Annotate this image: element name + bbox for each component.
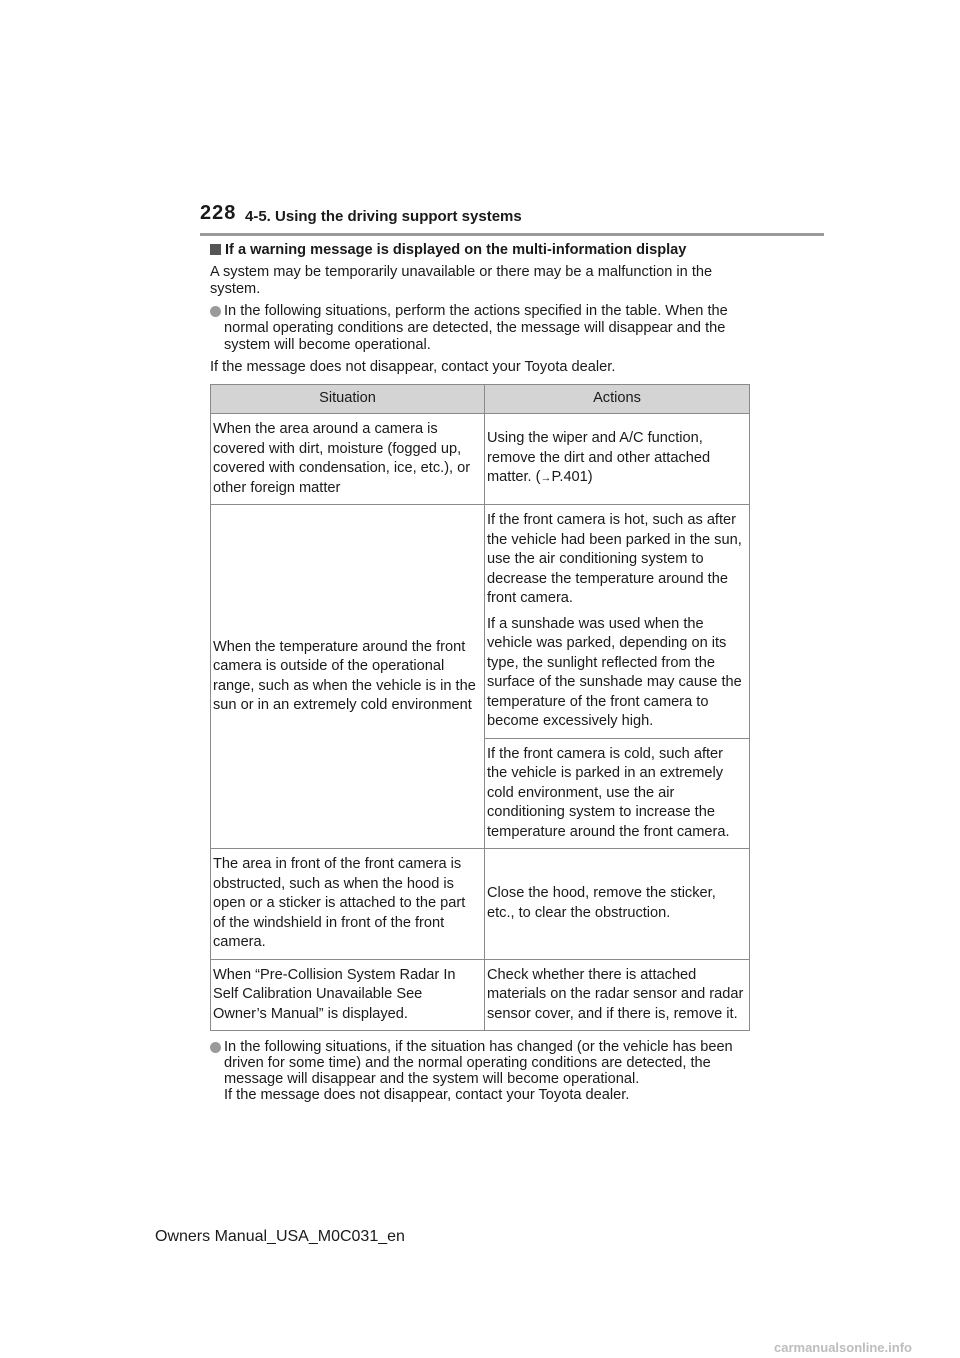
- warning-heading: If a warning message is displayed on the multi-information display: [210, 242, 755, 259]
- page-reference-link[interactable]: P.401): [551, 469, 593, 486]
- circle-bullet-icon: [210, 306, 221, 317]
- header-divider: [200, 233, 824, 236]
- situation-cell: When the area around a camera is covered with dirt, moisture (fogged up, covered with condensation, ice, etc.), or other foreign matter: [211, 414, 485, 505]
- column-header-situation: Situation: [211, 385, 485, 414]
- action-cell: Using the wiper and A/C function, remove the dirt and other attached matter. (→P.401): [485, 414, 750, 505]
- square-bullet-icon: [210, 244, 221, 255]
- bullet-paragraph: In the following situations, perform the actions specified in the table. When the normal operating conditions are detected, the message will disappear and the system will become operational.: [210, 303, 755, 354]
- action-cell: Check whether there is attached materials on the radar sensor and radar sensor cover, and if there is, remove it.: [485, 959, 750, 1031]
- table-row: [211, 849, 750, 960]
- table-row: [211, 959, 750, 1031]
- action-cell: [485, 505, 750, 739]
- situation-cell: When “Pre-Collision System Radar In Self Calibration Unavailable See Owner’s Manual” is displayed.: [211, 959, 485, 1031]
- intro-paragraph: A system may be temporarily unavailable or there may be a malfunction in the system.: [210, 264, 713, 297]
- column-header-actions: Actions: [485, 385, 750, 414]
- arrow-right-icon: →: [540, 472, 552, 485]
- action-paragraph: If the front camera is hot, such as after the vehicle had been parked in the sun, use the air conditioning system to decrease the temperature around the front camera.: [487, 512, 742, 606]
- situation-cell: The area in front of the front camera is obstructed, such as when the hood is open or a sticker is attached to the part of the windshield in front of the front camera.: [211, 849, 485, 960]
- circle-bullet-icon: [210, 1042, 221, 1053]
- contact-dealer-text: If the message does not disappear, contact your Toyota dealer.: [224, 1087, 630, 1103]
- page-number: 228: [200, 202, 237, 224]
- table-header-row: [211, 385, 750, 414]
- main-content: [210, 242, 755, 381]
- situation-cell: When the temperature around the front camera is outside of the operational range, such as when the vehicle is in the sun or in an extremely cold environment: [211, 505, 485, 849]
- footer-bullet-paragraph: In the following situations, if the situation has changed (or the vehicle has been driven for some time) and the normal operating conditions are detected, the message will disappear and the system will become operational. If the message does not disappear, contact your Toyota dealer.: [210, 1039, 769, 1103]
- watermark: carmanualsonline.info: [774, 1340, 912, 1355]
- situation-actions-table: [210, 384, 750, 1031]
- action-paragraph: If a sunshade was used when the vehicle was parked, depending on its type, the sunlight reflected from the surface of the sunshade may cause the temperature of the front camera to become excessively high.: [487, 615, 742, 729]
- table-row: [211, 505, 750, 739]
- contact-dealer-text: If the message does not disappear, contact your Toyota dealer.: [210, 359, 616, 375]
- section-title: 4-5. Using the driving support systems: [245, 208, 522, 225]
- table-row: [211, 414, 750, 505]
- action-cell: Close the hood, remove the sticker, etc., to clear the obstruction.: [485, 849, 750, 960]
- action-cell: If the front camera is cold, such after the vehicle is parked in an extremely cold environment, use the air conditioning system to increase the temperature around the front camera.: [485, 738, 750, 849]
- manual-id-footer: Owners Manual_USA_M0C031_en: [155, 1228, 405, 1245]
